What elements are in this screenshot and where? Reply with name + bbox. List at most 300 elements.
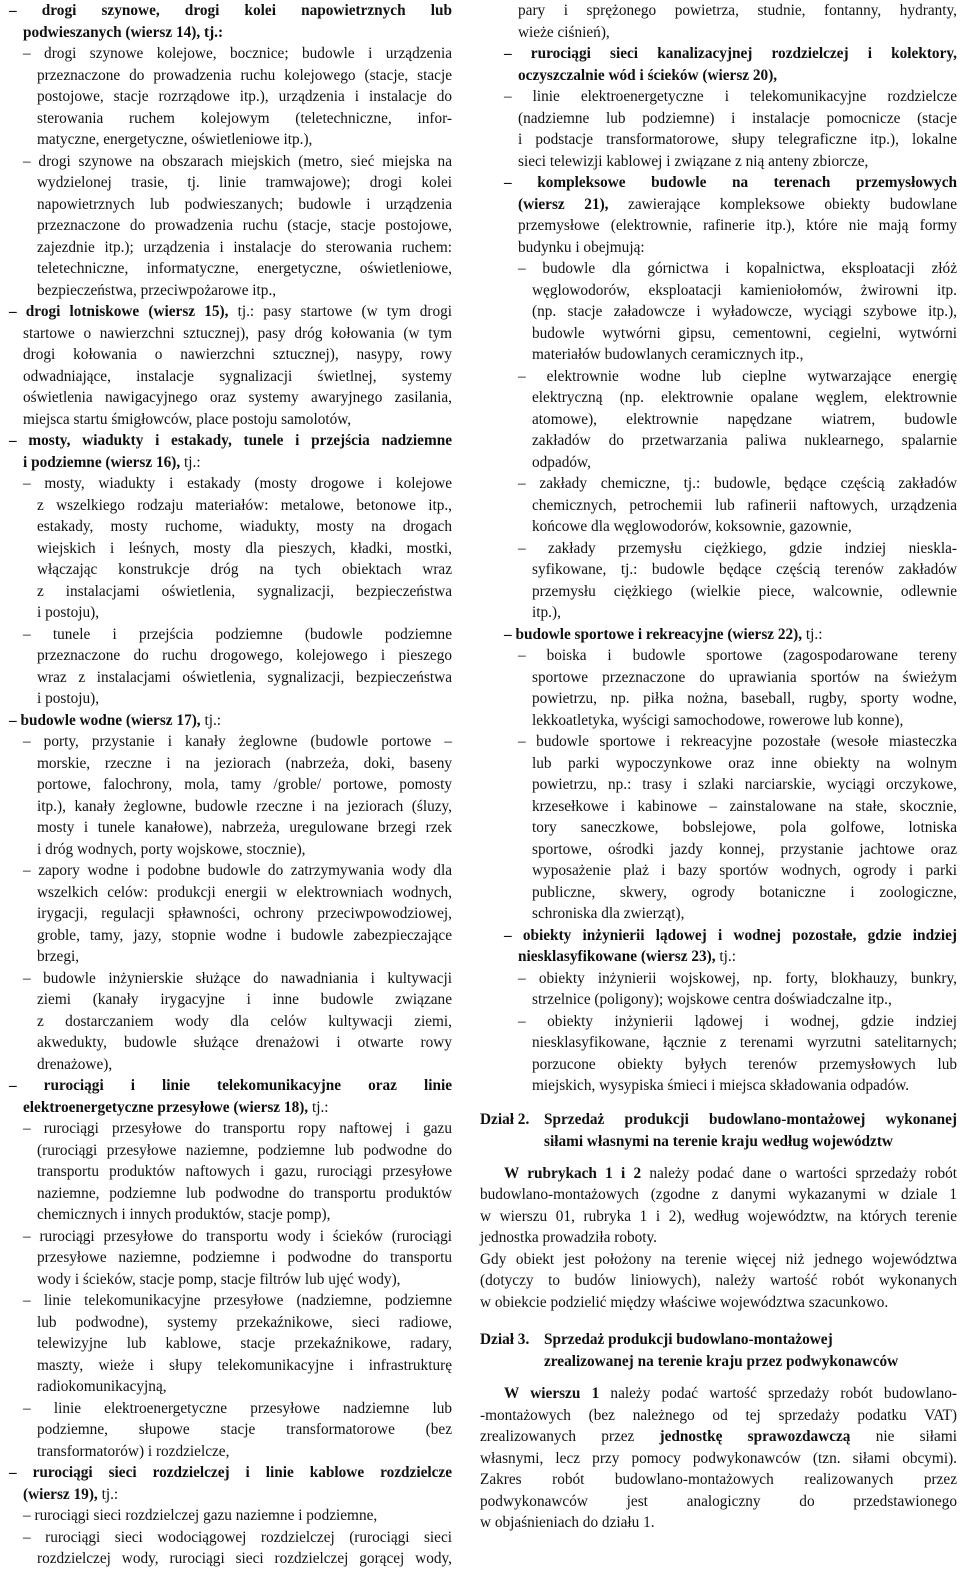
text-run: bezpieczeństwa, przeciwpożarowe itp., — [37, 281, 277, 299]
text-line — [9, 1441, 452, 1463]
text-line — [480, 1227, 957, 1249]
text-run: z instalacjami oświetlenia, sygnalizacji, bezpieczeństwa — [37, 582, 452, 600]
text-line — [9, 43, 452, 65]
text-line — [480, 946, 957, 968]
text-line — [9, 1032, 452, 1054]
section-2-title-line1: Sprzedaż produkcji budowlano-montażowej wykonanej — [544, 1110, 957, 1128]
text-run: węglowodorów, eksploatacji kamieniołomów, żwirowni itp. — [532, 281, 957, 299]
text-line — [480, 796, 957, 818]
text-run: zakładów do przetwarzania paliwa nuklearnego, spalarnie — [532, 432, 957, 449]
text-line — [9, 1462, 452, 1484]
text-run: – rurociągi sieci rozdzielczej i linie kablowe rozdzielcze — [9, 1464, 452, 1481]
text-run: – budowle dla górnictwa i kopalnictwa, eksploatacji złóż — [518, 260, 957, 277]
text-line — [9, 817, 452, 839]
text-line — [9, 1161, 452, 1183]
text-run: końcowe dla węglowodorów, koksownie, gazownie, — [532, 518, 852, 535]
text-line — [480, 301, 957, 323]
text-run: itp.), — [532, 604, 561, 621]
text-line — [9, 409, 452, 431]
text-run: – obiekty inżynierii wojskowej, np. forty, blokhauzy, bunkry, — [518, 969, 957, 987]
text-run: – obiekty inżynierii lądowej i wodnej pozostałe, gdzie indziej — [504, 926, 957, 944]
text-line — [9, 1527, 452, 1549]
left-column — [9, 0, 452, 1570]
text-line — [9, 538, 452, 560]
text-run: – budowle sportowe i rekreacyjne pozostałe (wesołe miasteczka — [518, 733, 957, 750]
bold-run: W rubrykach 1 i 2 — [504, 1164, 642, 1182]
text-line — [480, 731, 957, 753]
text-run: groble, tamy, jazy, stopnie wodne i budowle zabezpieczające — [37, 926, 452, 944]
text-run: tj.: — [97, 1485, 119, 1503]
text-run: z dostarczaniem wody dla celów kultywacji ziemi, — [37, 1012, 452, 1030]
text-line — [480, 1054, 957, 1076]
text-line — [480, 860, 957, 882]
text-line — [9, 1097, 452, 1119]
text-run: przemysłu ciężkiego (wielkie piece, walcownie, odlewnie — [532, 582, 957, 600]
text-line — [480, 387, 957, 409]
bold-run: – budowle sportowe i rekreacyjne (wiersz 22), — [504, 625, 803, 643]
text-line — [480, 1405, 957, 1427]
text-line — [480, 1512, 957, 1534]
text-line — [480, 903, 957, 925]
text-run: niesklasyfikowane, łącznie z terenami wyrzutni satelitarnych; — [532, 1034, 957, 1051]
bold-run: i podziemne (wiersz 16), — [23, 453, 181, 471]
text-line — [480, 323, 957, 345]
text-run: zrealizowanych przez — [480, 1428, 660, 1445]
text-run: odwadniające, instalacje sygnalizacji świetlnej, systemy — [23, 367, 452, 385]
text-run: transformatorów) i rozdzielcze, — [37, 1442, 230, 1460]
bold-run: niesklasyfikowane (wiersz 23), — [518, 948, 716, 965]
text-line — [480, 839, 957, 861]
text-line — [9, 452, 452, 474]
text-run: wody i ścieków, stacje pomp, stacje filtrów lub ujęć wody), — [37, 1270, 401, 1288]
text-run: – drogi szynowe kolejowe, bocznice; budowle i urządzenia — [23, 45, 452, 62]
text-run: lub parki wypoczynkowe oraz inne obiekty na wolnym — [532, 754, 957, 772]
text-run: – linie elektroenergetyczne przesyłowe nadziemne lub — [23, 1399, 452, 1417]
text-run: akwedukty, budowle służące drenażowi i otwarte rowy — [37, 1034, 452, 1051]
text-line — [480, 473, 957, 495]
text-line — [9, 86, 452, 108]
text-run: tj.: — [200, 711, 222, 729]
right-column-list — [480, 0, 957, 1097]
text-run: radiokomunikacyjną, — [37, 1378, 167, 1395]
bold-run: – budowle wodne (wiersz 17), — [9, 711, 201, 729]
text-line — [9, 989, 452, 1011]
text-line — [480, 882, 957, 904]
text-run: startowe o nawierzchni sztucznej), pasy dróg kołowania (w tym — [23, 324, 452, 342]
text-line — [9, 65, 452, 87]
text-run: ziemi (kanały irygacyjne i inne budowle związane — [37, 991, 452, 1008]
text-run: Gdy obiekt jest położony na terenie więcej niż jednego województwa — [480, 1250, 957, 1268]
text-run: pary i sprężonego powietrza, studnie, fontanny, hydranty, — [518, 2, 957, 19]
text-run: – drogi szynowe, drogi kolei napowietrznych lub — [9, 2, 452, 19]
text-line — [9, 1398, 452, 1420]
text-run: przeznaczone do ruchu drogowego, kolejowego i pieszego — [37, 647, 452, 664]
text-run: postojowe, stacje rozrządowe itp.), urządzenia i instalacje do — [37, 88, 452, 105]
text-run: – elektrownie wodne lub cieplne wytwarzające energię — [518, 367, 957, 385]
text-line — [9, 731, 452, 753]
text-run: strzelnice (poligony); wojskowe centra doświadczalne itp., — [532, 991, 892, 1008]
text-line — [9, 495, 452, 517]
text-run: miejskich, wysypiska śmieci i miejsca składowania odpadów. — [532, 1077, 910, 1094]
text-run: napowietrznych lub podwieszanych; budowle i urządzenia — [37, 195, 452, 213]
text-run: drogi kołowania o nawierzchni sztucznej), nasypy, rowy — [23, 346, 452, 363]
text-line — [480, 1075, 957, 1097]
text-run: oczyszczalnie wód i ścieków (wiersz 20), — [518, 66, 778, 84]
text-line — [9, 774, 452, 796]
text-run: wszelkich celów: produkcji energii w elektrowniach wodnych, — [37, 883, 452, 901]
text-line — [480, 688, 957, 710]
text-run: podwykonawców jest analogiczny do przedstawionego — [480, 1492, 957, 1510]
text-line — [480, 538, 957, 560]
text-line — [9, 194, 452, 216]
text-run: – rurociągi sieci kanalizacyjnej rozdzielczej i kolektory, — [504, 45, 957, 62]
text-line — [9, 22, 452, 44]
text-line — [480, 1032, 957, 1054]
text-run: krzesełkowe i kabinowe – zainstalowane na stałe, skocznie, — [532, 797, 957, 815]
text-run: telewizyjne lub kablowe, stacje przekaźnikowe, radary, — [37, 1335, 452, 1352]
text-run: w wierszu 01, rubryka 1 i 2), według województw, na których terenie — [480, 1207, 957, 1225]
text-line — [480, 624, 957, 646]
text-run: – zapory wodne i podobne budowle do zatrzymywania wody dla — [23, 862, 452, 879]
text-run: matyczne, energetyczne, oświetleniowe itp.), — [37, 131, 313, 148]
text-line — [480, 1292, 957, 1314]
text-run: należy podać dane o wartości sprzedaży robót — [641, 1164, 958, 1182]
text-run: w obiekcie podzielić między właściwe województwa szacunkowo. — [480, 1293, 889, 1311]
section-3-label: Dział 3. — [480, 1331, 530, 1348]
text-line — [9, 860, 452, 882]
text-run: chemicznych, petrochemii lub rafinerii naftowych, urządzenia — [532, 496, 957, 514]
text-run: rozdzielczej wody, rurociągi sieci rozdzielczej gorącej wody, — [37, 1550, 452, 1567]
text-line — [480, 1448, 957, 1470]
text-line — [9, 280, 452, 302]
text-run: i postoju), — [37, 604, 100, 621]
text-run: – rurociągi sieci rozdzielczej gazu naziemne i podziemne, — [23, 1507, 378, 1524]
text-line — [480, 22, 957, 44]
text-run: – rurociągi i linie telekomunikacyjne oraz linie — [9, 1077, 452, 1094]
text-line — [9, 430, 452, 452]
text-line — [480, 280, 957, 302]
text-run: maszty, wieże i słupy telekomunikacyjne i infrastrukturę — [37, 1356, 452, 1374]
text-run: – tunele i przejścia podziemne (budowle podziemne — [23, 625, 452, 643]
text-line — [480, 1249, 957, 1271]
text-line — [480, 1426, 957, 1448]
text-line — [480, 581, 957, 603]
text-line — [9, 258, 452, 280]
text-line — [480, 86, 957, 108]
bold-run: W wierszu 1 — [504, 1385, 600, 1402]
text-line — [9, 1118, 452, 1140]
text-line — [9, 387, 452, 409]
text-line — [480, 430, 957, 452]
text-run: drenażowe), — [37, 1055, 113, 1073]
text-line — [9, 344, 452, 366]
text-line — [480, 1011, 957, 1033]
text-run: lekkoatletyka, wyścigi samochodowe, rowerowe lub konne), — [532, 711, 904, 729]
text-run: – rurociągi sieci wodociągowej rozdzielczej (rurociągi sieci — [23, 1528, 452, 1546]
bold-run: (wiersz 21), — [518, 195, 609, 213]
text-line — [9, 1269, 452, 1291]
text-line — [480, 409, 957, 431]
bold-run: – drogi lotniskowe (wiersz 15), — [9, 303, 229, 320]
text-line — [480, 516, 957, 538]
text-line — [480, 1184, 957, 1206]
text-run: elektryczną (np. elektrownie opalane węglem, elektrownie — [532, 389, 957, 406]
text-run: odpadów, — [532, 453, 591, 471]
text-run: – porty, przystanie i kanały żeglowne (budowle portowe – — [23, 733, 452, 750]
text-run: tj.: pasy startowe (w tym drogi — [228, 303, 452, 320]
text-run: porzucone obiekty byłych terenów przemysłowych lub — [532, 1055, 957, 1073]
text-line — [480, 108, 957, 130]
text-line — [480, 194, 957, 216]
text-line — [9, 1204, 452, 1226]
text-run: sieci telewizji kablowej i związane z nią anteny zbiorcze, — [518, 152, 869, 170]
text-line — [9, 645, 452, 667]
text-run: tj.: — [180, 453, 201, 471]
bold-run: (wiersz 19), — [23, 1485, 98, 1503]
text-line — [9, 667, 452, 689]
text-run: – zakłady przemysłu ciężkiego, gdzie indziej niesklа- — [518, 539, 957, 557]
text-line — [480, 258, 957, 280]
text-run: – obiekty inżynierii lądowej i wodnej, gdzie indziej — [518, 1012, 957, 1030]
text-run: – budowle inżynierskie służące do nawadniania i kultywacji — [23, 969, 452, 987]
section-3-title-line2: zrealizowanej na terenie kraju przez podwykonawców — [544, 1353, 899, 1370]
text-run: – rurociągi przesyłowe do transportu ropy naftowej i gazu — [23, 1120, 452, 1137]
text-line — [480, 1163, 957, 1185]
text-run: w objaśnieniach do działu 1. — [480, 1514, 655, 1531]
text-run: schroniska dla zwierząt), — [532, 905, 685, 922]
text-run: – linie telekomunikacyjne przesyłowe (nadziemne, podziemne — [23, 1292, 452, 1309]
bold-run: elektroenergetyczne przesyłowe (wiersz 18), — [23, 1098, 309, 1116]
text-line — [9, 1011, 452, 1033]
text-line — [9, 1376, 452, 1398]
text-line — [480, 1469, 957, 1491]
text-line — [9, 1505, 452, 1527]
text-line — [9, 968, 452, 990]
text-run: atomowe), elektrownie napędzane wiatrem, budowle — [532, 410, 957, 428]
section-2-body — [480, 1163, 957, 1314]
text-line — [9, 796, 452, 818]
text-line — [9, 925, 452, 947]
text-run: miejsca startu śmigłowców, place postoju samolotów, — [23, 410, 352, 428]
section-2-heading — [480, 1109, 957, 1153]
text-line — [9, 1054, 452, 1076]
text-line — [480, 344, 957, 366]
right-column — [480, 0, 957, 1534]
section-3-body — [480, 1383, 957, 1534]
text-line — [9, 1075, 452, 1097]
text-line — [480, 667, 957, 689]
text-run: budowlano-montażowych (zgodne z danymi wykazanymi w dziale 1 — [480, 1186, 957, 1203]
text-line — [9, 839, 452, 861]
text-line — [480, 1270, 957, 1292]
text-run: – mosty, wiadukty i estakady (mosty drogowe i kolejowe — [23, 475, 452, 492]
text-run: lub podwodne), systemy przekaźnikowe, sieci radiowe, — [37, 1313, 452, 1331]
text-line — [9, 1484, 452, 1506]
text-line — [9, 753, 452, 775]
text-line — [480, 1206, 957, 1228]
text-line — [9, 1290, 452, 1312]
text-run: – linie elektroenergetyczne i telekomunikacyjne rozdzielcze — [504, 88, 957, 105]
text-line — [9, 1312, 452, 1334]
text-line — [480, 129, 957, 151]
text-run: sterowania ruchem kolejowym (teletechniczne, infor- — [37, 109, 452, 127]
text-line — [480, 989, 957, 1011]
text-run: i postoju), — [37, 690, 100, 707]
text-line — [9, 1548, 452, 1570]
text-run: własnymi, lecz przy pomocy podwykonawców (tzn. siłami obcymi). — [480, 1449, 957, 1467]
text-run: przeznaczone do prowadzenia ruchu (stacje, stacje postojowe, — [37, 217, 452, 234]
text-line — [9, 172, 452, 194]
text-line — [9, 903, 452, 925]
text-line — [480, 602, 957, 624]
text-run: przesyłowe naziemne, podziemne i podwodne do transportu — [37, 1249, 452, 1266]
bold-run: jednostkę sprawozdawczą — [659, 1428, 851, 1445]
text-line — [9, 0, 452, 22]
text-line — [9, 710, 452, 732]
text-run: teletechniczne, informatyczne, energetyczne, oświetleniowe, — [37, 260, 452, 277]
text-line — [480, 65, 957, 87]
text-run: portowe, falochrony, mola, tamy /groble/ portowe, pomosty — [37, 776, 452, 793]
text-line — [9, 215, 452, 237]
text-run: nie siłami — [850, 1428, 957, 1445]
text-line — [9, 151, 452, 173]
text-line — [9, 1333, 452, 1355]
text-run: należy podać wartość sprzedaży robót budowlano- — [599, 1385, 957, 1402]
text-line — [9, 1183, 452, 1205]
text-line — [480, 366, 957, 388]
text-run: -montażowych (bez należnego od tej sprzedaży podatku VAT) — [480, 1406, 957, 1424]
text-run: tj.: — [308, 1098, 329, 1116]
text-line — [9, 946, 452, 968]
text-line — [9, 129, 452, 151]
text-run: budynku i obejmują: — [518, 238, 645, 256]
text-run: publiczne, skwery, ogrody botaniczne i zoologiczne, — [532, 883, 957, 901]
text-line — [9, 1226, 452, 1248]
text-line — [480, 968, 957, 990]
text-line — [480, 1491, 957, 1513]
text-line — [480, 559, 957, 581]
text-run: itp.), kanały żeglowne, budowle rzeczne i na jeziorach (śluzy, — [37, 797, 452, 815]
text-run: syfikowane, tj.: budowle będące częścią terenów zakładów — [532, 561, 957, 578]
text-run: podwieszanych (wiersz 14), tj.: — [23, 23, 224, 41]
section-gap — [480, 1373, 957, 1383]
text-run: – drogi szynowe na obszarach miejskich (metro, sieć miejska na — [23, 152, 452, 170]
text-run: – mosty, wiadukty i estakady, tunele i przejścia nadziemne — [9, 432, 452, 449]
text-line — [480, 172, 957, 194]
text-run: (rurociągi przesyłowe naziemne, podziemne lub podwodne do — [37, 1141, 452, 1159]
text-run: – boiska i budowle sportowe (zagospodarowane tereny — [518, 647, 957, 664]
text-line — [480, 215, 957, 237]
section-gap — [480, 1097, 957, 1109]
text-run: i dróg wodnych, porty wojskowe, stocznie), — [37, 840, 306, 858]
text-run: budowle wytwórni gipsu, cementowni, cegielni, wytwórni — [532, 324, 957, 342]
section-gap — [480, 1153, 957, 1163]
text-line — [9, 237, 452, 259]
text-run: podziemne, słupowe stacje transformatorowe (bez — [37, 1421, 452, 1438]
text-run: – zakłady chemiczne, tj.: budowle, będące częścią zakładów — [518, 475, 957, 492]
text-line — [9, 473, 452, 495]
text-run: mosty i tunele kanałowe), nabrzeża, uregulowane brzegi rzek — [37, 819, 452, 836]
text-run: tory saneczkowe, bobslejowe, pola golfowe, lotniska — [532, 819, 957, 836]
text-run: materiałów budowlanych ceramicznych itp., — [532, 346, 804, 363]
text-run: sportowe, ośrodki jazdy konnej, przystanie jachtowe oraz — [532, 840, 957, 858]
text-line — [9, 559, 452, 581]
text-run: irygacji, regulacji spławności, ochrony przeciwpowodziowej, — [37, 905, 452, 922]
text-run: tj.: — [802, 625, 823, 643]
text-line — [9, 882, 452, 904]
text-line — [480, 710, 957, 732]
text-line — [480, 774, 957, 796]
text-run: transportu produktów naftowych i gazu, rurociągi przesyłowe — [37, 1163, 452, 1180]
text-line — [9, 301, 452, 323]
text-run: przeznaczone do prowadzenia ruchu kolejowego (stacje, stacje — [37, 66, 452, 84]
text-line — [9, 108, 452, 130]
text-run: powietrzu, np.: trasy i szlaki narciarskie, wyciągi orczykowe, — [532, 776, 957, 793]
text-line — [480, 1383, 957, 1405]
text-run: tj.: — [715, 948, 736, 965]
text-run: oświetlenia nawigacyjnego oraz systemy awaryjnego zasilania, — [23, 389, 452, 406]
text-line — [480, 452, 957, 474]
section-2-title-line2: siłami własnymi na terenie kraju według województw — [544, 1132, 893, 1150]
text-line — [480, 237, 957, 259]
text-line — [480, 925, 957, 947]
text-line — [480, 0, 957, 22]
text-run: włączając konstrukcje dróg na tych obiektach wraz — [37, 561, 452, 578]
text-run: zawierające kompleksowe obiekty budowlane — [608, 195, 957, 213]
text-line — [9, 602, 452, 624]
text-line — [480, 753, 957, 775]
text-run: – kompleksowe budowle na terenach przemysłowych — [504, 174, 957, 191]
text-line — [9, 1419, 452, 1441]
text-run: zajezdnie itp.); urządzenia i instalacje do sterowania ruchem: — [37, 238, 452, 256]
text-line — [9, 323, 452, 345]
text-line — [9, 1247, 452, 1269]
text-line — [9, 366, 452, 388]
text-run: i podstacje transformatorowe, słupy telegraficzne itp.), lokalne — [518, 131, 957, 148]
text-run: – rurociągi przesyłowe do transportu wody i ścieków (rurociągi — [23, 1227, 452, 1245]
text-line — [480, 495, 957, 517]
text-run: naziemne, podziemne lub podwodne do transportu produktów — [37, 1184, 452, 1202]
text-line — [9, 516, 452, 538]
text-run: estakady, mosty ruchome, wiadukty, mosty na drogach — [37, 518, 452, 535]
text-run: Zakres robót budowlano-montażowych realizowanych przez — [480, 1471, 957, 1488]
text-run: (np. stacje załadowcze i wyładowcze, wyciągi szybowe itp.), — [532, 303, 957, 320]
section-gap — [480, 1313, 957, 1329]
text-run: wydzielonej trasie, tj. linie tramwajowe); drogi kolei — [37, 174, 452, 191]
section-2-label: Dział 2. — [480, 1110, 530, 1128]
text-line — [9, 688, 452, 710]
text-run: sportowe przeznaczone do uprawiania sportów na świeżym — [532, 668, 957, 686]
text-line — [480, 151, 957, 173]
text-line — [9, 624, 452, 646]
text-run: jednostka prowadziła roboty. — [480, 1229, 657, 1246]
text-line — [9, 1140, 452, 1162]
text-line — [480, 43, 957, 65]
text-run: wyposażenie plaż i bazy sportów wodnych, ogrody i parki — [532, 862, 957, 879]
text-run: z wszelkiego rodzaju materiałów: metalowe, betonowe itp., — [37, 496, 452, 514]
text-run: brzegi, — [37, 948, 80, 965]
text-run: (dotyczy to budów liniowych), należy wartość robót wykonanych — [480, 1272, 957, 1289]
text-run: wraz z instalacjami oświetlenia, sygnalizacji, bezpieczeństwa — [37, 668, 452, 686]
text-line — [9, 1355, 452, 1377]
text-run: morskie, rzeczne i na jeziorach (nabrzeża, doki, baseny — [37, 754, 452, 772]
text-line — [9, 581, 452, 603]
text-run: powietrzu, np. piłka nożna, baseball, rugby, sporty wodne, — [532, 690, 957, 707]
text-line — [480, 645, 957, 667]
section-3-heading — [480, 1329, 957, 1373]
text-line — [480, 817, 957, 839]
text-run: chemicznych i innych produktów, stacje pomp), — [37, 1206, 331, 1223]
